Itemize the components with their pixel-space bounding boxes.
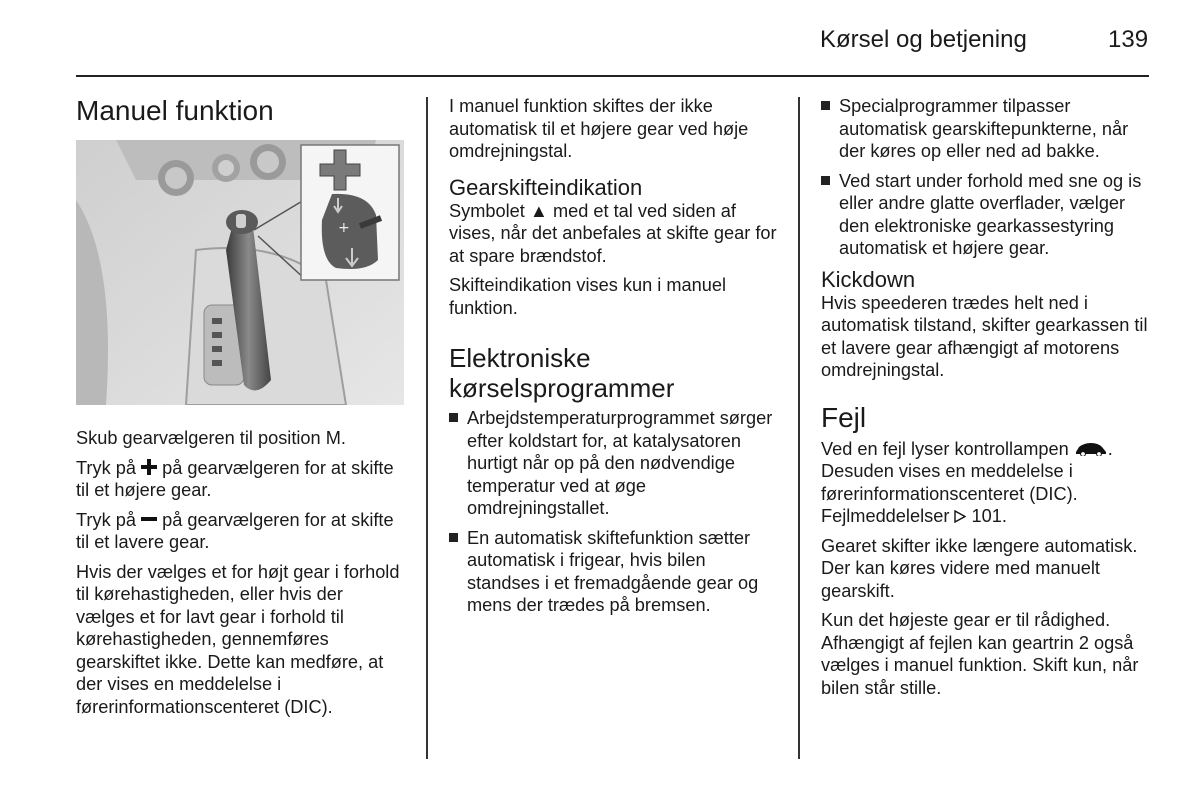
page-reference-triangle-icon <box>954 510 966 523</box>
paragraph-too-high-gear: Hvis der vælges et for højt gear i forhold til kørehastigheden, eller hvis der vælges et for lavt gear i forhold til kørehastigheden, gennemføres gearskiftet ikke. Dette kan medføre, at der vises en meddelelse i førerinformationscenteret (DIC). <box>76 561 400 717</box>
bullet-icon <box>449 413 458 422</box>
car-warning-lamp-icon <box>1074 442 1108 456</box>
paragraph-fault-lamp: Ved en fejl lyser kontrollampen . Desuden vises en meddelelse i førerinformationscenteret (DIC). Fejlmeddelelser 101. <box>821 438 1113 526</box>
electronic-programs-list <box>449 407 779 617</box>
heading-gear-shift-indication: Gearskifteindikation <box>449 174 643 200</box>
running-header-title: Kørsel og betjening <box>820 26 1027 53</box>
bullet-icon <box>449 533 458 542</box>
column-1 <box>76 95 406 725</box>
paragraph-no-auto-shift: Gearet skifter ikke længere automatisk. Der kan køres videre med manuelt gearskift. <box>821 535 1138 601</box>
paragraph-highest-gear: Kun det højeste gear er til rådighed. Afhængigt af fejlen kan geartrin 2 også vælges i manuel funktion. Skift kun, når bilen står stille. <box>821 610 1139 698</box>
plus-icon <box>141 459 157 475</box>
column-divider-2 <box>798 97 800 759</box>
column-3 <box>821 95 1151 706</box>
paragraph-minus: Tryk på på gearvælgeren for at skifte til et lavere gear. <box>76 509 394 552</box>
bullet-icon <box>821 101 830 110</box>
header-divider <box>76 75 1149 77</box>
bullet-icon <box>821 176 830 185</box>
paragraph-kickdown: Hvis speederen trædes helt ned i automatisk tilstand, skifter gearkassen til et lavere gear afhængigt af motorens omdrejningstal. <box>821 292 1148 380</box>
up-triangle-icon: ▲ <box>529 200 548 221</box>
list-item: En automatisk skiftefunktion sætter automatisk i frigear, hvis bilen standses i et fremadgående gear og mens der trædes på bremsen. <box>449 527 779 617</box>
paragraph-shift-symbol: Symbolet ▲ med et tal ved siden af vises, når det anbefales at skifte gear for at spare brændstof. <box>449 200 777 266</box>
paragraph-no-auto-upshift: I manuel funktion skiftes der ikke automatisk til et højere gear ved høje omdrejningstal. <box>449 96 749 161</box>
position-m-label: M <box>325 428 341 448</box>
special-programs-list <box>821 95 1151 260</box>
page-reference-number: 101 <box>971 506 1002 526</box>
svg-text:+: + <box>338 220 350 236</box>
gear-selector-illustration <box>76 140 404 405</box>
paragraph-push-to-m: Skub gearvælgeren til position M. <box>76 428 346 448</box>
list-item: Specialprogrammer tilpasser automatisk gearskiftepunkterne, når der køres op eller ned ad bakke. <box>821 95 1151 163</box>
section-heading-manual-mode: Manuel funktion <box>76 95 274 126</box>
column-divider-1 <box>426 97 428 759</box>
heading-kickdown: Kickdown <box>821 266 916 292</box>
page-number: 139 <box>1108 26 1149 53</box>
paragraph-shift-indication-manual: Skifteindikation vises kun i manuel funktion. <box>449 275 726 318</box>
heading-fault: Fejl <box>821 401 867 433</box>
column-2 <box>449 95 779 624</box>
heading-electronic-programs: Elektroniske kørselsprogrammer <box>449 343 675 403</box>
list-item: Arbejdstemperaturprogrammet sørger efter koldstart for, at katalysatoren hurtigt når op på den nødvendige temperatur ved at øge omdrejningstallet. <box>449 407 779 520</box>
paragraph-plus: Tryk på på gearvælgeren for at skifte til et højere gear. <box>76 457 394 500</box>
minus-icon <box>141 511 157 527</box>
list-item: Ved start under forhold med sne og is eller andre glatte overflader, vælger den elektroniske gearkassestyring automatisk et højere gear. <box>821 170 1151 260</box>
